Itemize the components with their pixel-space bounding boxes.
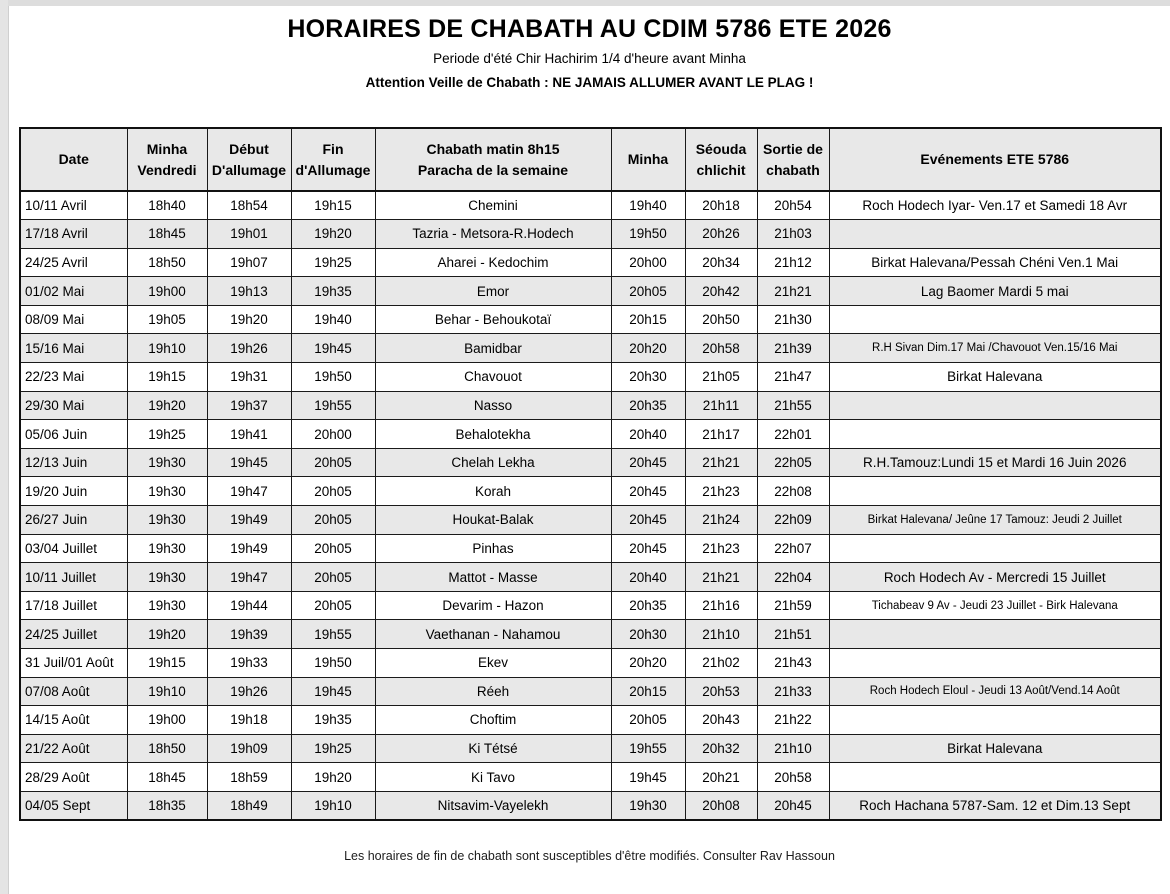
- cell-sortie-chabath: 21h39: [757, 334, 829, 363]
- cell-minha-vendredi: 19h20: [127, 391, 207, 420]
- cell-seouda-chlichit: 20h53: [685, 677, 757, 706]
- table-header-row: [20, 128, 1161, 191]
- cell-minha: 19h40: [611, 191, 685, 220]
- cell-debut-allumage: 19h44: [207, 591, 291, 620]
- cell-sortie-chabath: 22h07: [757, 534, 829, 563]
- cell-date: 28/29 Août: [20, 763, 127, 792]
- cell-fin-allumage: 20h00: [291, 420, 375, 449]
- cell-fin-allumage: 19h45: [291, 334, 375, 363]
- column-header-seouda-chlichit: [685, 128, 757, 191]
- cell-seouda-chlichit: 21h21: [685, 448, 757, 477]
- cell-minha: 20h30: [611, 363, 685, 392]
- cell-date: 12/13 Juin: [20, 448, 127, 477]
- cell-sortie-chabath: 22h01: [757, 420, 829, 449]
- cell-minha: 19h30: [611, 791, 685, 820]
- cell-date: 10/11 Avril: [20, 191, 127, 220]
- cell-sortie-chabath: 21h22: [757, 706, 829, 735]
- cell-minha: 20h35: [611, 591, 685, 620]
- cell-date: 07/08 Août: [20, 677, 127, 706]
- cell-sortie-chabath: 20h54: [757, 191, 829, 220]
- cell-paracha: Chemini: [375, 191, 611, 220]
- cell-seouda-chlichit: 21h02: [685, 649, 757, 678]
- cell-date: 08/09 Mai: [20, 305, 127, 334]
- cell-seouda-chlichit: 20h21: [685, 763, 757, 792]
- cell-minha-vendredi: 19h30: [127, 506, 207, 535]
- cell-sortie-chabath: 21h59: [757, 591, 829, 620]
- cell-minha-vendredi: 18h50: [127, 248, 207, 277]
- cell-minha-vendredi: 18h35: [127, 791, 207, 820]
- cell-evenement: Lag Baomer Mardi 5 mai: [829, 277, 1161, 306]
- cell-fin-allumage: 20h05: [291, 591, 375, 620]
- cell-minha-vendredi: 19h30: [127, 448, 207, 477]
- cell-evenement: Roch Hodech Eloul - Jeudi 13 Août/Vend.14 Août: [829, 677, 1161, 706]
- table-row: [20, 677, 1161, 706]
- cell-evenement: Birkat Halevana: [829, 734, 1161, 763]
- cell-minha: 20h20: [611, 334, 685, 363]
- column-header-minha-vendredi-line1: Minha: [146, 141, 188, 158]
- cell-fin-allumage: 20h05: [291, 563, 375, 592]
- cell-fin-allumage: 19h50: [291, 363, 375, 392]
- cell-paracha: Aharei - Kedochim: [375, 248, 611, 277]
- cell-minha-vendredi: 19h30: [127, 591, 207, 620]
- cell-date: 24/25 Juillet: [20, 620, 127, 649]
- cell-paracha: Houkat-Balak: [375, 506, 611, 535]
- table-row: [20, 791, 1161, 820]
- cell-sortie-chabath: 21h12: [757, 248, 829, 277]
- column-header-evenements: Evénements ETE 5786: [829, 128, 1161, 191]
- cell-fin-allumage: 20h05: [291, 448, 375, 477]
- cell-seouda-chlichit: 21h24: [685, 506, 757, 535]
- table-row: [20, 220, 1161, 249]
- cell-seouda-chlichit: 21h05: [685, 363, 757, 392]
- cell-debut-allumage: 18h59: [207, 763, 291, 792]
- document-warning: Attention Veille de Chabath : NE JAMAIS ALLUMER AVANT LE PLAG !: [365, 74, 814, 90]
- cell-seouda-chlichit: 20h58: [685, 334, 757, 363]
- footer-note: Les horaires de fin de chabath sont susceptibles d'être modifiés. Consulter Rav Hassoun: [344, 849, 835, 863]
- cell-debut-allumage: 19h20: [207, 305, 291, 334]
- cell-evenement: Tichabeav 9 Av - Jeudi 23 Juillet - Birk Halevana: [829, 591, 1161, 620]
- column-header-sortie-line1: Sortie de: [763, 141, 823, 158]
- cell-date: 14/15 Août: [20, 706, 127, 735]
- cell-evenement: [829, 305, 1161, 334]
- cell-seouda-chlichit: 21h11: [685, 391, 757, 420]
- column-header-debut-allumage: [207, 128, 291, 191]
- cell-paracha: Devarim - Hazon: [375, 591, 611, 620]
- cell-fin-allumage: 19h35: [291, 277, 375, 306]
- cell-sortie-chabath: 21h51: [757, 620, 829, 649]
- cell-sortie-chabath: 22h05: [757, 448, 829, 477]
- cell-paracha: Chavouot: [375, 363, 611, 392]
- cell-minha: 20h05: [611, 277, 685, 306]
- cell-seouda-chlichit: 20h42: [685, 277, 757, 306]
- document-subtitle: Periode d'été Chir Hachirim 1/4 d'heure avant Minha: [433, 51, 746, 67]
- table-row: [20, 534, 1161, 563]
- cell-minha-vendredi: 19h30: [127, 563, 207, 592]
- cell-sortie-chabath: 21h43: [757, 649, 829, 678]
- column-header-debut-allumage-line1: Début: [229, 141, 269, 158]
- column-header-seouda-line1: Séouda: [695, 141, 747, 158]
- cell-sortie-chabath: 21h47: [757, 363, 829, 392]
- cell-seouda-chlichit: 20h26: [685, 220, 757, 249]
- table-row: [20, 706, 1161, 735]
- cell-fin-allumage: 19h55: [291, 391, 375, 420]
- table-row: [20, 649, 1161, 678]
- table-row: [20, 734, 1161, 763]
- cell-minha: 20h00: [611, 248, 685, 277]
- cell-debut-allumage: 19h49: [207, 506, 291, 535]
- column-header-fin-allumage: [291, 128, 375, 191]
- cell-fin-allumage: 19h45: [291, 677, 375, 706]
- cell-minha-vendredi: 19h05: [127, 305, 207, 334]
- cell-sortie-chabath: 21h55: [757, 391, 829, 420]
- cell-minha: 20h40: [611, 420, 685, 449]
- table-row: [20, 248, 1161, 277]
- cell-evenement: R.H Sivan Dim.17 Mai /Chavouot Ven.15/16 Mai: [829, 334, 1161, 363]
- cell-minha-vendredi: 19h10: [127, 334, 207, 363]
- cell-date: 19/20 Juin: [20, 477, 127, 506]
- cell-minha: 20h15: [611, 677, 685, 706]
- cell-evenement: [829, 477, 1161, 506]
- cell-date: 24/25 Avril: [20, 248, 127, 277]
- column-header-minha-vendredi: [127, 128, 207, 191]
- cell-evenement: Birkat Halevana/ Jeûne 17 Tamouz: Jeudi 2 Juillet: [829, 506, 1161, 535]
- cell-paracha: Ki Tétsé: [375, 734, 611, 763]
- cell-date: 15/16 Mai: [20, 334, 127, 363]
- cell-fin-allumage: 19h20: [291, 220, 375, 249]
- table-row: [20, 620, 1161, 649]
- cell-debut-allumage: 19h47: [207, 477, 291, 506]
- cell-minha: 20h45: [611, 477, 685, 506]
- shabbat-schedule-table: [19, 127, 1162, 821]
- cell-sortie-chabath: 20h45: [757, 791, 829, 820]
- cell-date: 01/02 Mai: [20, 277, 127, 306]
- cell-paracha: Choftim: [375, 706, 611, 735]
- cell-seouda-chlichit: 20h43: [685, 706, 757, 735]
- table-body: [20, 191, 1161, 820]
- table-row: [20, 191, 1161, 220]
- cell-minha: 20h35: [611, 391, 685, 420]
- table-row: [20, 506, 1161, 535]
- table-row: [20, 591, 1161, 620]
- column-header-sortie-line2: chabath: [766, 161, 820, 178]
- cell-paracha: Korah: [375, 477, 611, 506]
- cell-evenement: [829, 620, 1161, 649]
- cell-paracha: Behalotekha: [375, 420, 611, 449]
- cell-sortie-chabath: 21h03: [757, 220, 829, 249]
- cell-date: 26/27 Juin: [20, 506, 127, 535]
- cell-paracha: Bamidbar: [375, 334, 611, 363]
- cell-seouda-chlichit: 21h21: [685, 563, 757, 592]
- cell-minha-vendredi: 19h15: [127, 363, 207, 392]
- cell-minha-vendredi: 19h20: [127, 620, 207, 649]
- cell-minha-vendredi: 19h10: [127, 677, 207, 706]
- table-row: [20, 448, 1161, 477]
- cell-paracha: Behar - Behoukotaï: [375, 305, 611, 334]
- cell-fin-allumage: 19h55: [291, 620, 375, 649]
- cell-evenement: Birkat Halevana/Pessah Chéni Ven.1 Mai: [829, 248, 1161, 277]
- table-row: [20, 420, 1161, 449]
- table-row: [20, 277, 1161, 306]
- cell-evenement: R.H.Tamouz:Lundi 15 et Mardi 16 Juin 2026: [829, 448, 1161, 477]
- cell-paracha: Vaethanan - Nahamou: [375, 620, 611, 649]
- cell-minha-vendredi: 18h40: [127, 191, 207, 220]
- cell-evenement: [829, 649, 1161, 678]
- cell-evenement: [829, 534, 1161, 563]
- cell-fin-allumage: 19h35: [291, 706, 375, 735]
- cell-fin-allumage: 20h05: [291, 477, 375, 506]
- cell-debut-allumage: 19h33: [207, 649, 291, 678]
- cell-sortie-chabath: 22h08: [757, 477, 829, 506]
- cell-date: 17/18 Avril: [20, 220, 127, 249]
- cell-debut-allumage: 19h47: [207, 563, 291, 592]
- column-header-debut-allumage-line2: D'allumage: [211, 161, 287, 178]
- cell-paracha: Nitsavim-Vayelekh: [375, 791, 611, 820]
- cell-seouda-chlichit: 20h50: [685, 305, 757, 334]
- table-row: [20, 363, 1161, 392]
- cell-minha: 19h55: [611, 734, 685, 763]
- cell-sortie-chabath: 22h04: [757, 563, 829, 592]
- cell-minha-vendredi: 19h00: [127, 277, 207, 306]
- table-row: [20, 563, 1161, 592]
- cell-date: 31 Juil/01 Août: [20, 649, 127, 678]
- cell-minha: 20h45: [611, 534, 685, 563]
- cell-fin-allumage: 19h25: [291, 248, 375, 277]
- column-header-seouda-line2: chlichit: [696, 161, 746, 178]
- cell-fin-allumage: 20h05: [291, 534, 375, 563]
- table-row: [20, 334, 1161, 363]
- cell-paracha: Pinhas: [375, 534, 611, 563]
- cell-sortie-chabath: 21h10: [757, 734, 829, 763]
- cell-debut-allumage: 18h49: [207, 791, 291, 820]
- cell-minha: 19h50: [611, 220, 685, 249]
- column-header-minha: Minha: [611, 128, 685, 191]
- column-header-sortie-chabath: [757, 128, 829, 191]
- cell-date: 10/11 Juillet: [20, 563, 127, 592]
- cell-seouda-chlichit: 21h17: [685, 420, 757, 449]
- cell-seouda-chlichit: 20h18: [685, 191, 757, 220]
- cell-minha-vendredi: 18h45: [127, 763, 207, 792]
- column-header-minha-vendredi-line2: Vendredi: [137, 161, 197, 178]
- cell-sortie-chabath: 21h21: [757, 277, 829, 306]
- cell-fin-allumage: 19h50: [291, 649, 375, 678]
- cell-minha: 20h05: [611, 706, 685, 735]
- cell-paracha: Chelah Lekha: [375, 448, 611, 477]
- viewer-left-edge: [0, 0, 9, 894]
- cell-evenement: [829, 420, 1161, 449]
- cell-seouda-chlichit: 20h08: [685, 791, 757, 820]
- cell-debut-allumage: 19h41: [207, 420, 291, 449]
- column-header-paracha-line1: Chabath matin 8h15: [426, 141, 560, 158]
- cell-evenement: [829, 220, 1161, 249]
- cell-minha: 19h45: [611, 763, 685, 792]
- cell-minha-vendredi: 19h00: [127, 706, 207, 735]
- cell-seouda-chlichit: 21h23: [685, 477, 757, 506]
- cell-sortie-chabath: 21h30: [757, 305, 829, 334]
- cell-date: 04/05 Sept: [20, 791, 127, 820]
- column-header-paracha-line2: Paracha de la semaine: [417, 161, 569, 178]
- cell-paracha: Mattot - Masse: [375, 563, 611, 592]
- cell-fin-allumage: 19h25: [291, 734, 375, 763]
- column-header-date: Date: [20, 128, 127, 191]
- schedule-table-container: [19, 127, 1160, 821]
- cell-date: 17/18 Juillet: [20, 591, 127, 620]
- cell-debut-allumage: 18h54: [207, 191, 291, 220]
- cell-sortie-chabath: 20h58: [757, 763, 829, 792]
- cell-debut-allumage: 19h13: [207, 277, 291, 306]
- cell-seouda-chlichit: 20h32: [685, 734, 757, 763]
- table-row: [20, 305, 1161, 334]
- cell-evenement: Birkat Halevana: [829, 363, 1161, 392]
- cell-date: 21/22 Août: [20, 734, 127, 763]
- cell-minha-vendredi: 19h30: [127, 534, 207, 563]
- cell-paracha: Ki Tavo: [375, 763, 611, 792]
- cell-paracha: Ekev: [375, 649, 611, 678]
- table-row: [20, 391, 1161, 420]
- cell-date: 05/06 Juin: [20, 420, 127, 449]
- cell-date: 22/23 Mai: [20, 363, 127, 392]
- cell-debut-allumage: 19h26: [207, 677, 291, 706]
- cell-date: 29/30 Mai: [20, 391, 127, 420]
- cell-fin-allumage: 19h15: [291, 191, 375, 220]
- cell-paracha: Réeh: [375, 677, 611, 706]
- cell-paracha: Nasso: [375, 391, 611, 420]
- cell-minha: 20h45: [611, 448, 685, 477]
- cell-paracha: Tazria - Metsora-R.Hodech: [375, 220, 611, 249]
- cell-minha: 20h40: [611, 563, 685, 592]
- cell-minha: 20h15: [611, 305, 685, 334]
- cell-minha-vendredi: 19h30: [127, 477, 207, 506]
- cell-date: 03/04 Juillet: [20, 534, 127, 563]
- cell-fin-allumage: 20h05: [291, 506, 375, 535]
- cell-minha-vendredi: 19h15: [127, 649, 207, 678]
- cell-debut-allumage: 19h18: [207, 706, 291, 735]
- cell-debut-allumage: 19h37: [207, 391, 291, 420]
- cell-seouda-chlichit: 21h10: [685, 620, 757, 649]
- cell-seouda-chlichit: 20h34: [685, 248, 757, 277]
- document-header: [9, 6, 1170, 91]
- table-row: [20, 763, 1161, 792]
- cell-debut-allumage: 19h49: [207, 534, 291, 563]
- cell-evenement: [829, 391, 1161, 420]
- cell-sortie-chabath: 21h33: [757, 677, 829, 706]
- cell-debut-allumage: 19h26: [207, 334, 291, 363]
- cell-minha: 20h30: [611, 620, 685, 649]
- cell-debut-allumage: 19h31: [207, 363, 291, 392]
- cell-debut-allumage: 19h01: [207, 220, 291, 249]
- cell-minha-vendredi: 18h45: [127, 220, 207, 249]
- document-page: [9, 6, 1170, 894]
- cell-evenement: [829, 706, 1161, 735]
- column-header-fin-allumage-line1: Fin: [322, 141, 344, 158]
- cell-fin-allumage: 19h10: [291, 791, 375, 820]
- cell-paracha: Emor: [375, 277, 611, 306]
- table-header: [20, 128, 1161, 191]
- cell-minha-vendredi: 19h25: [127, 420, 207, 449]
- page-title: HORAIRES DE CHABATH AU CDIM 5786 ETE 2026: [287, 15, 892, 43]
- cell-debut-allumage: 19h09: [207, 734, 291, 763]
- cell-evenement: Roch Hodech Av - Mercredi 15 Juillet: [829, 563, 1161, 592]
- cell-debut-allumage: 19h07: [207, 248, 291, 277]
- cell-sortie-chabath: 22h09: [757, 506, 829, 535]
- cell-minha: 20h45: [611, 506, 685, 535]
- table-row: [20, 477, 1161, 506]
- cell-seouda-chlichit: 21h16: [685, 591, 757, 620]
- cell-debut-allumage: 19h45: [207, 448, 291, 477]
- cell-minha-vendredi: 18h50: [127, 734, 207, 763]
- cell-seouda-chlichit: 21h23: [685, 534, 757, 563]
- cell-fin-allumage: 19h40: [291, 305, 375, 334]
- cell-fin-allumage: 19h20: [291, 763, 375, 792]
- column-header-paracha: [375, 128, 611, 191]
- cell-minha: 20h20: [611, 649, 685, 678]
- cell-evenement: Roch Hodech Iyar- Ven.17 et Samedi 18 Avr: [829, 191, 1161, 220]
- column-header-fin-allumage-line2: d'Allumage: [295, 161, 371, 178]
- cell-evenement: Roch Hachana 5787-Sam. 12 et Dim.13 Sept: [829, 791, 1161, 820]
- cell-debut-allumage: 19h39: [207, 620, 291, 649]
- cell-evenement: [829, 763, 1161, 792]
